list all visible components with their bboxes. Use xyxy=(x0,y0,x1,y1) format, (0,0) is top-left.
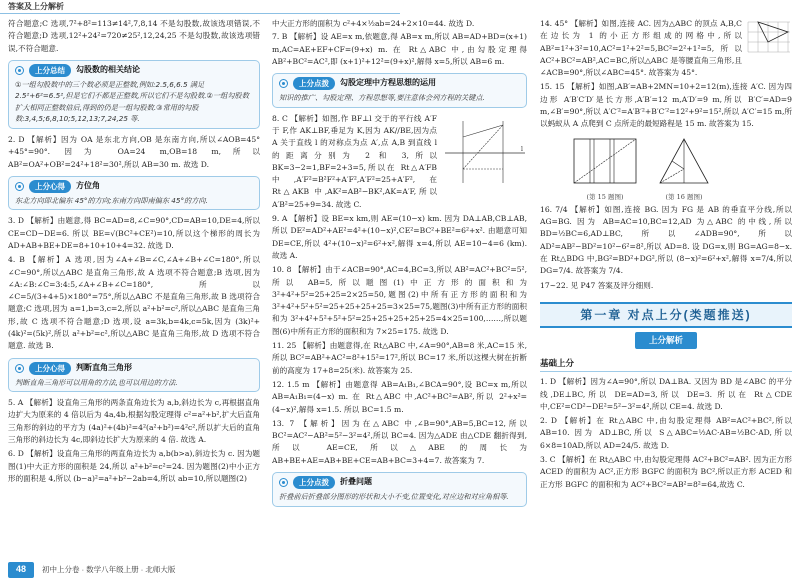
tip-title: 判断直角三角形 xyxy=(76,362,132,372)
top-header xyxy=(0,0,800,14)
answer-item-8: 8. C 【解析】如图,作 BF⊥l 交于的平行线 A′F 于 F,作 AK⊥BF,垂足为 K,因为 AK//BE,因为点 A 关于直线 l 的对称点为点 A′,点 A,B 到直线 l 的距离分别为 2 和 3,所以 BK=3−2=1,BF=2+3=5,所以在 Rt△A′FB 中,A′F²=B²F²+A′F²,A′F²=25+A′F²,在 Rt△AKB 中,AK²=AB²−BK²,AK=A′F,所以 A′B²=25+9=34. 故选 C. xyxy=(272,113,437,209)
tip-box-direction xyxy=(8,176,260,211)
answer-item-7: 7. B 【解析】设 AE=x m,依题意,得 AB=x m,所以 AB=AD+BD=(x+1) m,AC=AE+EF+CF=(9+x) m. 在 Rt△ABC 中,由勾股定理得 AB²+BC²=AC²,即 (x+1)²+12²=(9+x)²,解得 x=5,所以 AB=6 m. xyxy=(272,32,527,66)
tip-box-summary xyxy=(8,60,260,129)
tip-icon xyxy=(279,478,288,487)
tip-badge: 上分点拨 xyxy=(293,476,335,489)
answer-item-16: 16. 7/4 【解析】如图,连接 BG. 因为 FG 是 AB 的垂直平分线,所以 AG=BG. 因为 AB=AC=10,BC=12,AD 为△ABC 的中线,所以 BD=½BC=6,AD⊥BC,所以∠ADB=90°,所以 AD²=AB²−BD²=10²−6²=8²,所以 AD=8. 设 DG=x,则 BG=AG=8−x. 在 Rt△BDG 中,BG²=BD²+DG²,所以 (8−x)²=6²+x²,解得 x=7/4,所以 DG=7/4. 故答案为 7/4. xyxy=(540,204,792,276)
figure-15-caption: (第 15 题图) xyxy=(586,192,624,201)
q8-figure xyxy=(441,117,527,187)
figure-15 xyxy=(570,135,640,202)
basic-item-1: 1. D 【解析】因为∠A=90°,所以 DA⊥BA. 又因为 BD 是∠ABC 的平分线,DE⊥BC,所以 DE=AD=3,所以 DE=3. 所以在 Rt△CDE 中,CE²=CD²−DE²=5²−3²=4²,所以 CE=4. 故选 D. xyxy=(540,377,792,411)
answer-item-11: 11. 25 【解析】由题意得,在 Rt△ABC 中,∠A=90°,AB=8 米,AC=15 米,所以 BC²=AB²+AC²=8²+15²=17²,所以 BC=17 米,所以这棵大树在折断前的高度为 17+8=25(米). 故答案为 25. xyxy=(272,341,527,375)
tip-title: 勾股数的相关结论 xyxy=(76,65,140,75)
figure-15-drawing xyxy=(570,135,640,189)
tip-title: 方位角 xyxy=(76,181,100,191)
level-heading: 基础上分 xyxy=(540,357,792,372)
page-number: 48 xyxy=(8,562,34,578)
answer-item-13: 13. 7 【解析】因为在△ABC 中,∠B=90°,AB=5,BC=12,所以 BC²=AC²−AB²=5²−3²=4²,所以 BC=4. 因为△ADE 由△CDE 翻折得到,所以 AE=CE,所以△ABE 的周长为 AB+BE+AE=AB+BE+CE=AB+BC=3+4=7. 故答案为 7. xyxy=(272,418,527,465)
chapter-banner xyxy=(540,302,792,328)
analysis-heading xyxy=(540,332,792,349)
tip-badge: 上分心得 xyxy=(29,180,71,193)
answer-item-4: 4. B 【解析】A 选项,因为∠A+∠B=∠C,∠A+∠B+∠C=180°,所以∠C=90°,所以△ABC 是直角三角形,故 A 选项不符合题意;B 选项,因为∠A:∠B:∠C=3:4:5,∠A+∠B+∠C=180°,所以∠C=5/(3+4+5)×180°=75°,所以△ABC 不是直角三角形,故 B 选项符合题意;C 选项,因为 a=1,b=3,c=2,所以 a²+b²=c²,所以△ABC 是直角三角形,故 C 选项不符合题意;D 选项,设 a=3k,b=4k,c=5k,因为 (3k)²+(4k)²=(5k)²,所以 a²+b²=c²,所以△ABC 是直角三角形,故 D 选项不符合题意. 故选 B. xyxy=(8,255,260,351)
footer-book-title: 初中上分卷 · 数学八年级上册 · 北师大版 xyxy=(42,565,176,575)
tip-badge: 上分点拨 xyxy=(293,77,335,90)
tip-body: 东北方向即北偏东 45°的方向;东南方向即南偏东 45°的方向. xyxy=(15,195,208,205)
tip-icon xyxy=(279,79,288,88)
figure-16 xyxy=(654,135,714,202)
tip-badge: 上分心得 xyxy=(29,362,71,375)
figure-16-caption: (第 16 题图) xyxy=(665,192,703,201)
answer-item-17-22: 17~22. 见 P47 答案及评分细则. xyxy=(540,280,654,290)
answer-item-15: 15. 15 【解析】如图,AB′=AB+2MN=10+2=12(m),连接 A′C. 因为四边形 A′B′C′D′是长方形,A′B′=12 m,A′D′=9 m,所以 B′C′=AD=9 m,∠B′=90°,所以 A′C′²=A′B′²+B′C′²=12²+9²=15²,所以 A′C′=15 m,所以蚂蚁从 A 点爬到 C 点所走的最短路程是 15 m. 故答案为 15. xyxy=(540,82,792,129)
tip-icon xyxy=(15,364,24,373)
answer-item-2: 2. D 【解析】因为 OA 是东北方向,OB 是东南方向,所以∠AOB=45°+45°=90°. 因为 OA=24 m,OB=18 m,所以 AB²=OA²+OB²=24²+18²=30²,所以 AB=30 m. 故选 D. xyxy=(8,134,260,169)
answer-item-10: 10. 8 【解析】由于∠ACB=90°,AC=4,BC=3,所以 AB²=AC²+BC²=5²,所以 AB=5,所以题图(1)中正方形的面积和为 3²+4²+5²=25+25=2×25=50,题图(2)中所有正方形的面积和为 3²+4²+5²+5²=25+25+25+25=3×25=75,题图(3)中所有正方形的面积和为 3²+4²+5²+5²+5²=25+25+25+25+25=4×25=100,……,所以题图(6)中所有正方形的面积和为 7×25=175. 故选 D. xyxy=(272,265,527,336)
tip-badge: 上分总结 xyxy=(29,64,71,77)
basic-item-2: 2. D 【解析】在 Rt△ABC 中,由勾股定理得 AB²=AC²+BC²,所以 AB=10. 因为 AD⊥BC,所以 S△ABC=½AC·AB=½BC·AD,所以 6×8=10AD,所以 AD=24/5. 故选 D. xyxy=(540,416,792,450)
tip-icon xyxy=(15,66,24,75)
figure-16-drawing xyxy=(654,135,714,189)
tip-title: 勾股定理中方程思想的运用 xyxy=(340,78,436,88)
intro-text: 符合题意;C 选项,7²+8²=113≠14²,7,8,14 不是勾股数,故该选项错误,不符合题意;D 选项,12²+24²=720≠25²,12,24,25 不是勾股数,故该选项错误,不符合题意. xyxy=(8,19,260,53)
column-left xyxy=(8,18,260,553)
analysis-label: 上分解析 xyxy=(635,332,697,349)
tip-body: 知识的推广、勾股定理、方程思想等,要注意体会列方程的关键点. xyxy=(279,93,485,103)
chapter-banner-title: 第一章 对点上分(类题推送) xyxy=(580,307,752,322)
answer-item-5: 5. A 【解析】设直角三角形的两条直角边长为 a,b,斜边长为 c,再根据直角边扩大为原来的 4 倍以后为 4a,4b,根据勾股定理得 c²=a²+b²,扩大后直角三角形的斜边的平方为 (4a)²+(4b)²=4²(a²+b²)=4²c²,所以扩大后的直角三角形的斜边长为 4c,即斜边长扩大为原来的 4 倍. 故选 A. xyxy=(8,398,260,445)
q14-grid-figure xyxy=(746,20,792,56)
intro-text: 中大正方形的面积为 c²+4×½ab=24+2×10=44. 故选 D. xyxy=(272,19,475,28)
tip-box-right-triangle xyxy=(8,358,260,393)
basic-item-3: 3. C 【解析】在 Rt△ABC 中,由勾股定理得 AC²+BC²=AB². 因为正方形 ACED 的面积为 AC²,正方形 BGFC 的面积为 BC²,所以正方形 ACED 和正方形 BGFC 的面积和为 AC²+BC²=AB²=8²=64,故选 C. xyxy=(540,455,792,489)
answer-item-9: 9. A 【解析】设 BE=x km,则 AE=(10−x) km. 因为 DA⊥AB,CB⊥AB,所以 DE²=AD²+AE²=4²+(10−x)²,CE²=BC²+BE²=6²+x². 由题意可知 DE=CE,所以 4²+(10−x)²=6²+x²,解得 x=4,所以 AE=10−4=6 (km). 故选 A. xyxy=(272,214,527,260)
answer-item-6: 6. D 【解析】设直角三角形的两直角边长为 a,b(b>a),斜边长为 c. 因为题图(1)中大正方形的面积是 24,所以 a²+b²=c²=24. 因为题图(2)中小正方形的面积是 4,所以 (b−a)²=a²+b²−2ab=4,所以 ab=10,所以题图(2) xyxy=(8,449,260,483)
figure-row xyxy=(540,135,792,202)
column-right xyxy=(540,18,792,553)
header-title: 答案及上分解析 xyxy=(8,2,64,11)
tip-body: 判断直角三角形可以用角的方法,也可以用边的方法. xyxy=(15,377,178,387)
tip-body: 折叠前后折叠部分图形的形状和大小不变,位置变化,对应边和对应角相等. xyxy=(279,492,509,502)
svg-text:l: l xyxy=(521,145,523,153)
answer-item-14: 14. 45° 【解析】如图,连接 AC. 因为△ABC 的顶点 A,B,C 在边长为 1 的小正方形组成的网格中,所以 AB²=1²+3²=10,AC²=1²+2²=5,BC²=2²+1²=5,所以 AC²+BC²=AB²,AC=BC,所以△ABC 是等腰直角三角形,且∠ACB=90°,所以∠ABC=45°. 故答案为 45°. xyxy=(540,19,742,78)
answer-item-3: 3. D 【解析】由题意,得 BC=AD=8,∠C=90°,CD=AB=10,DE=4,所以 CE=CD−DE=6. 所以 BE=√(BC²+CE²)=10,所以这个梯形的周长为 AD+AB+BE+DE=8+10+10+4=32. 故选 D. xyxy=(8,216,260,250)
column-middle xyxy=(272,18,527,553)
page-footer xyxy=(0,562,400,578)
tip-box-folding xyxy=(272,472,527,507)
tip-body: ①一组勾股数中的三个数必须是正整数,例如:2.5,6,6.5 满足 2.5²+6²=6.5²,但是它们不都是正整数,所以它们不是勾股数.②一组勾股数扩大相同正整数倍后,得到的仍是一组勾股数.③常用的勾股数:3,4,5;6,8,10;5,12,13;7,24,25 等. xyxy=(15,79,249,124)
header-rule xyxy=(0,13,400,14)
answer-item-12: 12. 1.5 m 【解析】由题意得 AB=A₁B₁,∠BCA=90°,设 BC=x m,所以 AB=A₁B₁=(4−x) m. 在 Rt△ABC 中,AC²+BC²=AB²,所以 2²+x²=(4−x)²,解得 x=1.5. 所以 BC=1.5 m. xyxy=(272,379,527,414)
tip-title: 折叠问题 xyxy=(340,477,372,487)
tip-icon xyxy=(15,182,24,191)
tip-box-equation xyxy=(272,73,527,108)
